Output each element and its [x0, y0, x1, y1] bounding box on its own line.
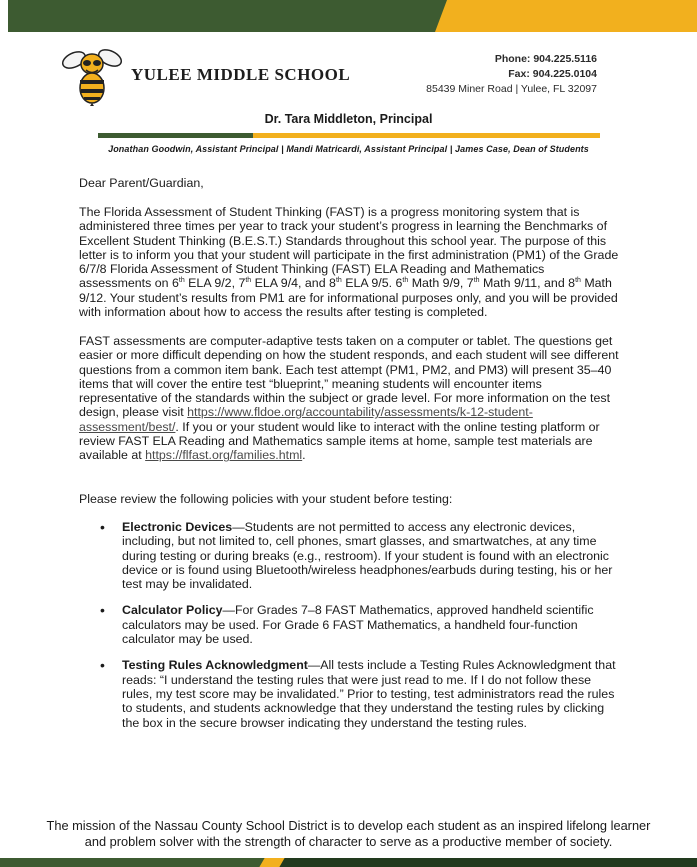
para1-text: Math 9/9, 7: [408, 276, 474, 291]
para1-text: Math 9/11, and 8: [479, 276, 576, 291]
school-address: 85439 Miner Road | Yulee, FL 32097: [426, 83, 597, 95]
fax-number: Fax: 904.225.0104: [508, 68, 597, 80]
bottom-band-green: [0, 858, 270, 867]
policy-term: Calculator Policy: [122, 603, 223, 618]
policy-term: Testing Rules Acknowledgment: [122, 658, 308, 673]
ordinal-suffix: th: [245, 277, 252, 285]
flfast-families-link[interactable]: https://flfast.org/families.html: [145, 448, 303, 463]
policies-list: [100, 520, 620, 742]
bullet-icon: •: [100, 657, 105, 674]
bottom-color-band: [0, 858, 697, 867]
ordinal-suffix: th: [575, 277, 581, 285]
ordinal-suffix: th: [178, 277, 185, 285]
letter-paragraph-intro: [79, 205, 619, 319]
policy-text: —All tests include a Testing Rules Acknowledgment that reads: “I understand the testing rules that were just read to me. If I do not follow these rules, my test score may be invalidated.” Prior to testing, test administrators read the rules to students, and students acknowledge that they understand the testing rules by clicking the box in the secure browser indicating they understand the testing rules.: [122, 658, 616, 730]
para2-text: . If you or your student would like to interact with the online testing platform or review FAST ELA Reading and Mathematics sample items at home, sample test materials are available at: [79, 419, 600, 463]
para2-text: FAST assessments are computer-adaptive tests taken on a computer or tablet. The questions get easier or more difficult depending on how the student responds, and each student will see different questions from a common item bank. Each test attempt (PM1, PM2, and PM3) will present 35–40 items that will cover the entire test “blueprint,” meaning students will encounter items representative of the standards within the subject or grade level. For more information on the test design, please visit: [79, 334, 619, 420]
divider-gold: [253, 133, 600, 138]
school-name: YULEE MIDDLE SCHOOL: [131, 65, 351, 84]
bullet-icon: •: [100, 519, 105, 535]
para1-text: Math 9/12. Your student’s results from PM1 are for informational purposes only, and you will be provided with information about how to access the results after testing is completed.: [79, 276, 618, 320]
yellow-jacket-mascot-logo: [60, 42, 124, 106]
policies-intro: Please review the following policies with your student before testing:: [79, 492, 453, 506]
para1-text: ELA 9/4, and 8: [251, 276, 336, 291]
principal-name: Dr. Tara Middleton, Principal: [264, 112, 433, 126]
list-item: [100, 520, 620, 591]
mission-statement: [0, 818, 697, 850]
letter-paragraph-fast: [79, 334, 619, 463]
top-color-band: [8, 0, 697, 32]
para2-text: .: [302, 448, 306, 463]
top-band-green: [8, 0, 448, 32]
contact-block: [426, 52, 597, 97]
para1-text: ELA 9/2, 7: [184, 276, 246, 291]
policy-text: —Students are not permitted to access any electronic devices, including, but not limited to, cell phones, smart glasses, and smartwatches, at any time during testing or during breaks (e.g., restroom). If your student is found with an electronic device or is found using Bluetooth/wireless headphones/earbuds during testing, his or her test may be invalidated.: [122, 520, 613, 592]
fldoe-best-link[interactable]: https://www.fldoe.org/accountability/assessments/k-12-student-assessment/best/: [79, 405, 533, 434]
policy-term: Electronic Devices: [122, 520, 233, 534]
phone-number: Phone: 904.225.5116: [494, 53, 597, 65]
bottom-band-dark: [275, 858, 697, 867]
top-band-gold: [435, 0, 697, 32]
ordinal-suffix: th: [335, 277, 342, 285]
divider-green: [98, 133, 253, 138]
policy-text: —For Grades 7–8 FAST Mathematics, approved handheld scientific calculators may be used. For Grade 6 FAST Mathematics, a handheld four-function calculator may be used.: [122, 603, 594, 647]
list-item: [100, 603, 620, 646]
mission-line: and problem solver with the strength of character to serve as a productive member of society.: [84, 834, 613, 849]
ordinal-suffix: th: [473, 277, 480, 285]
mission-line: The mission of the Nassau County School District is to develop each student as an inspired lifelong learner: [46, 818, 651, 833]
ordinal-suffix: th: [402, 277, 409, 285]
letter-greeting: Dear Parent/Guardian,: [79, 176, 204, 190]
para1-text: ELA 9/5. 6: [341, 276, 403, 291]
list-item: [100, 658, 620, 729]
administration-staff: Jonathan Goodwin, Assistant Principal | Mandi Matricardi, Assistant Principal | James Case, Dean of Students: [108, 144, 589, 154]
bullet-icon: •: [100, 602, 105, 619]
para1-text: The Florida Assessment of Student Thinking (FAST) is a progress monitoring system that is administered three times per year to track your student’s progress in learning the Benchmarks of Excellent Student Thinking (B.E.S.T.) Standards throughout this school year. The purpose of this letter is to inform you that your student will participate in the first administration (PM1) of the Grade 6/7/8 Florida Assessment of Student Thinking (FAST) ELA Reading and Mathematics assessments on 6: [79, 205, 619, 291]
header-divider: [98, 133, 600, 138]
